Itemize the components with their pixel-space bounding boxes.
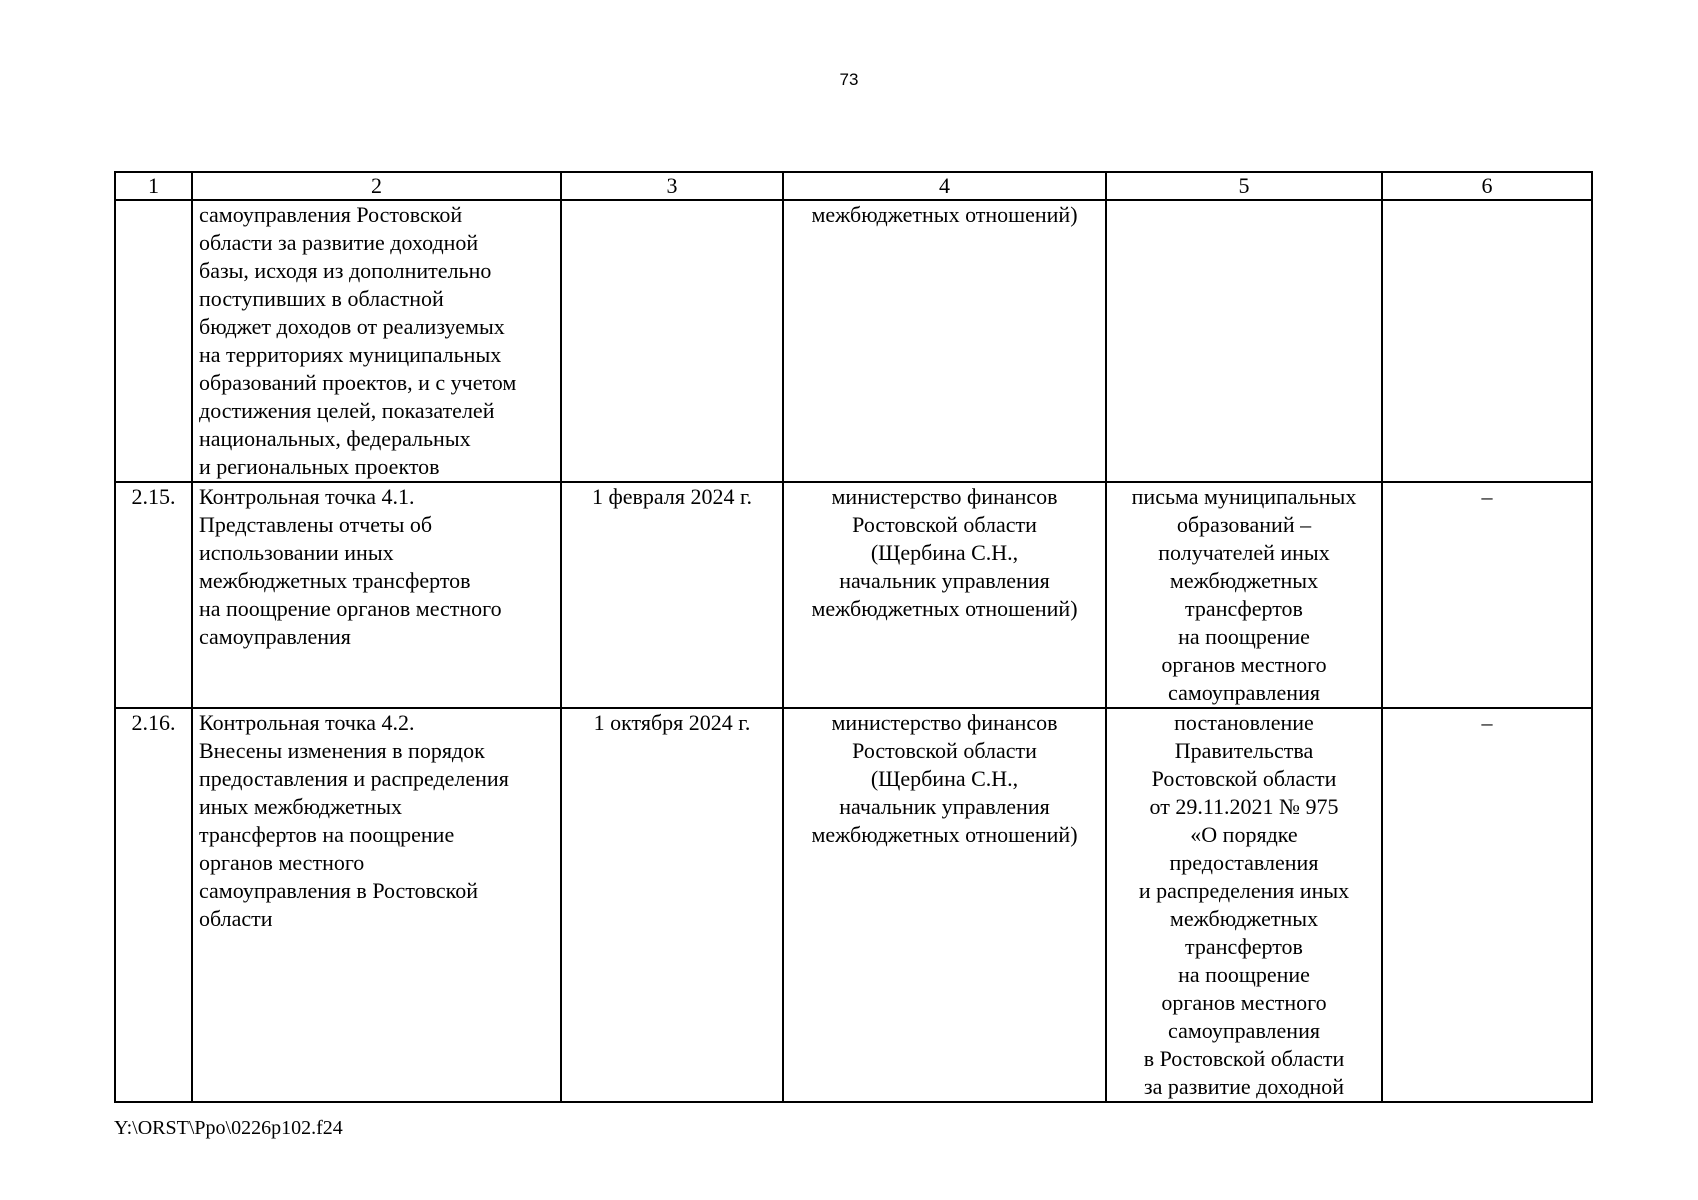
info-cell: – bbox=[1382, 708, 1592, 1102]
document-cell: письма муниципальных образований – получателей иных межбюджетных трансфертов на поощрение органов местного самоуправления bbox=[1106, 482, 1382, 708]
table-row bbox=[115, 482, 1592, 708]
document-cell: постановление Правительства Ростовской области от 29.11.2021 № 975 «О порядке предоставления и распределения иных межбюджетных трансфертов на поощрение органов местного самоуправления в Ростовской области за развитие доходной bbox=[1106, 708, 1382, 1102]
responsible-cell: министерство финансов Ростовской области (Щербина С.Н., начальник управления межбюджетных отношений) bbox=[783, 482, 1106, 708]
column-header: 3 bbox=[561, 172, 783, 200]
date-cell: 1 октября 2024 г. bbox=[561, 708, 783, 1102]
table-row bbox=[115, 200, 1592, 482]
event-cell: самоуправления Ростовской области за развитие доходной базы, исходя из дополнительно поступивших в областной бюджет доходов от реализуемых на территориях муниципальных образований проектов, и с учетом достижения целей, показателей национальных, федеральных и региональных проектов bbox=[192, 200, 561, 482]
column-header: 4 bbox=[783, 172, 1106, 200]
date-cell: 1 февраля 2024 г. bbox=[561, 482, 783, 708]
responsible-cell: межбюджетных отношений) bbox=[783, 200, 1106, 482]
row-number-cell: 2.16. bbox=[115, 708, 192, 1102]
responsible-cell: министерство финансов Ростовской области (Щербина С.Н., начальник управления межбюджетных отношений) bbox=[783, 708, 1106, 1102]
row-number-cell: 2.15. bbox=[115, 482, 192, 708]
table-row bbox=[115, 708, 1592, 1102]
row-number-cell bbox=[115, 200, 192, 482]
info-cell bbox=[1382, 200, 1592, 482]
footer-file-path: Y:\ORST\Ppo\0226p102.f24 bbox=[114, 1117, 343, 1139]
column-header: 5 bbox=[1106, 172, 1382, 200]
date-cell bbox=[561, 200, 783, 482]
plan-table bbox=[114, 171, 1593, 1103]
table-header-row bbox=[115, 172, 1592, 200]
column-header: 1 bbox=[115, 172, 192, 200]
page-number: 73 bbox=[839, 70, 859, 89]
event-cell: Контрольная точка 4.1. Представлены отчеты об использовании иных межбюджетных трансфертов на поощрение органов местного самоуправления bbox=[192, 482, 561, 708]
document-cell bbox=[1106, 200, 1382, 482]
info-cell: – bbox=[1382, 482, 1592, 708]
column-header: 6 bbox=[1382, 172, 1592, 200]
event-cell: Контрольная точка 4.2. Внесены изменения в порядок предоставления и распределения иных межбюджетных трансфертов на поощрение органов местного самоуправления в Ростовской области bbox=[192, 708, 561, 1102]
column-header: 2 bbox=[192, 172, 561, 200]
